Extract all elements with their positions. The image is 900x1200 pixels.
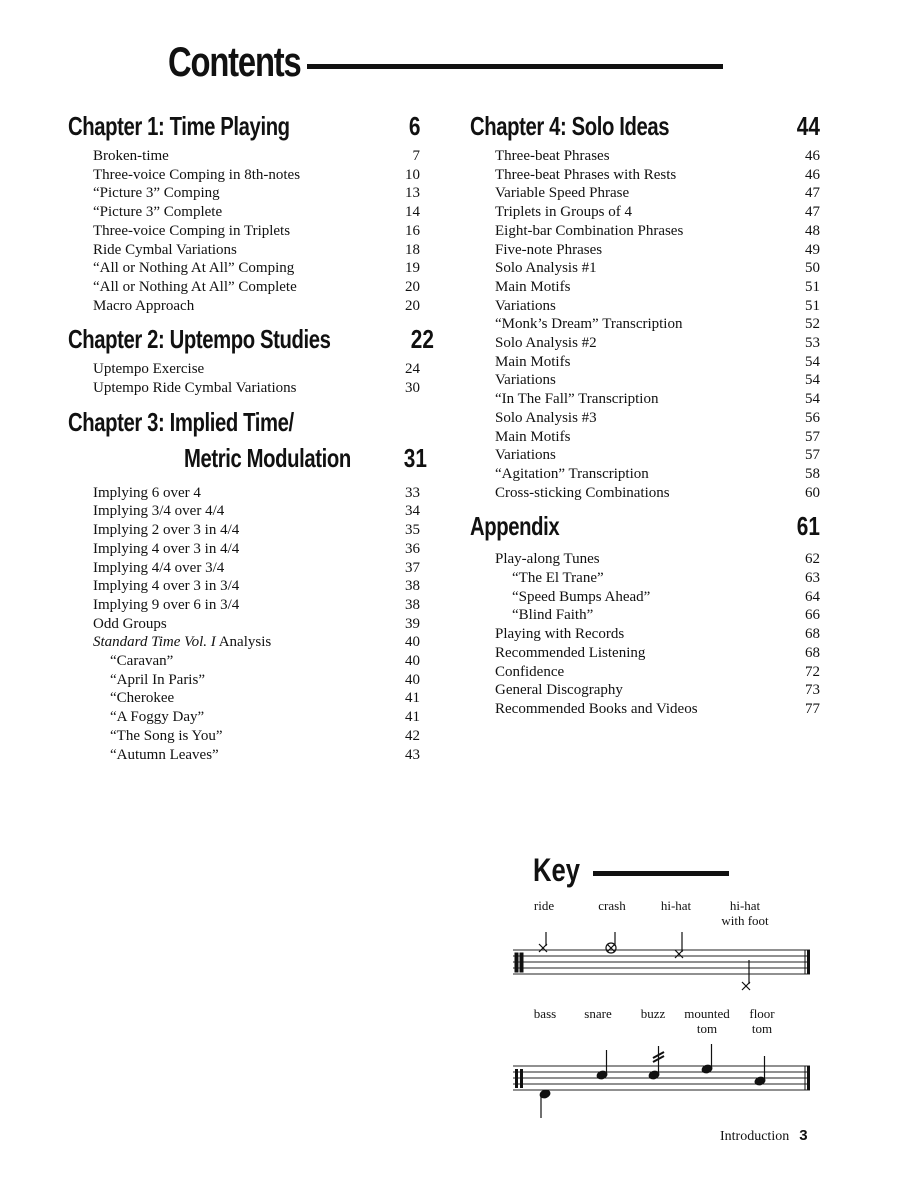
entry-title: [93, 633, 271, 652]
toc-entry[interactable]: [470, 203, 820, 222]
chapter-page: 6: [408, 111, 420, 141]
bass-drum-note: [539, 1089, 551, 1118]
entry-title: Three-beat Phrases with Rests: [495, 166, 677, 183]
toc-entry[interactable]: [470, 184, 820, 203]
entry-page: 42: [405, 727, 420, 744]
entry-title: Recommended Listening: [495, 644, 646, 661]
entry-title: Triplets in Groups of 4: [495, 204, 632, 221]
entry-page: 51: [805, 297, 820, 314]
chapter-2-heading[interactable]: [68, 321, 434, 357]
toc-entry[interactable]: [470, 465, 820, 484]
toc-entry[interactable]: [470, 166, 820, 185]
entry-page: 39: [405, 615, 420, 632]
entry-title: “Monk’s Dream” Transcription: [495, 316, 683, 333]
key-header: [533, 850, 729, 890]
entry-page: 36: [405, 540, 420, 557]
hihat-x-note: [675, 932, 683, 958]
buzz-roll-note: [648, 1046, 664, 1080]
toc-entry[interactable]: [68, 577, 420, 596]
entry-page: 73: [805, 682, 820, 699]
entry-page: 56: [805, 409, 820, 426]
label-floor-2: tom: [751, 1021, 773, 1036]
entry-page: 18: [405, 241, 420, 258]
entry-page: 52: [805, 316, 820, 333]
chapter-3-entries: [68, 484, 420, 765]
toc-entry[interactable]: [68, 615, 420, 634]
entry-page: 77: [805, 700, 820, 717]
toc-entry[interactable]: [470, 644, 820, 663]
entry-page: 16: [405, 222, 420, 239]
staff-lines: [513, 1066, 810, 1090]
label-floor-1: floor: [749, 1006, 775, 1021]
entry-page: 24: [405, 361, 420, 378]
entry-title: Implying 4 over 3 in 3/4: [93, 578, 240, 595]
key-title: Key: [533, 852, 580, 888]
toc-right-column: [470, 108, 820, 725]
chapter-title: Chapter 2: Uptempo Studies: [68, 324, 331, 355]
toc-entry[interactable]: [470, 428, 820, 447]
toc-left-column: [68, 108, 434, 770]
toc-entry[interactable]: [470, 147, 820, 166]
entry-page: 19: [405, 260, 420, 277]
entry-title: “All or Nothing At All” Complete: [93, 278, 297, 295]
chapter-title: Chapter 4: Solo Ideas: [470, 111, 670, 141]
contents-header: [168, 38, 723, 86]
entry-title: Five-note Phrases: [495, 241, 603, 258]
label-mounted-2: tom: [696, 1021, 718, 1036]
entry-title: Implying 2 over 3 in 4/4: [93, 522, 240, 539]
entry-page: 62: [805, 551, 820, 568]
chapter-1-entries: [68, 147, 420, 315]
entry-title: Variations: [495, 372, 556, 389]
toc-entry[interactable]: [470, 222, 820, 241]
entry-page: 60: [805, 484, 820, 501]
entry-title: “April In Paris”: [110, 671, 205, 688]
entry-title: “Cherokee: [110, 690, 175, 707]
entry-page: 37: [405, 559, 420, 576]
chapter-page: 61: [796, 511, 820, 542]
entry-title: “All or Nothing At All” Comping: [93, 260, 295, 277]
toc-entry[interactable]: [470, 371, 820, 390]
entry-page: 53: [805, 335, 820, 352]
entry-title: Implying 9 over 6 in 3/4: [93, 596, 240, 613]
toc-entry[interactable]: [470, 297, 820, 316]
entry-title: Playing with Records: [495, 626, 625, 643]
toc-entry[interactable]: [68, 559, 420, 578]
chapter-4-heading[interactable]: [470, 108, 820, 144]
page-title: Contents: [168, 38, 301, 85]
toc-entry[interactable]: [470, 334, 820, 353]
entry-page: 47: [805, 185, 820, 202]
entry-title: General Discography: [495, 682, 623, 699]
entry-page: 46: [805, 166, 820, 183]
footer-section: Introduction: [720, 1129, 790, 1144]
entry-title: Broken-time: [93, 148, 169, 164]
entry-page: 57: [805, 428, 820, 445]
chapter-page: 22: [410, 324, 434, 355]
snare-drum-note: [596, 1050, 608, 1080]
entry-title: Play-along Tunes: [495, 551, 600, 568]
entry-title: “The El Trane”: [512, 570, 604, 587]
entry-page: 50: [805, 260, 820, 277]
entry-page: 51: [805, 278, 820, 295]
entry-page: 7: [412, 148, 420, 164]
chapter-title: Chapter 1: Time Playing: [68, 111, 290, 141]
toc-entry[interactable]: [68, 652, 420, 671]
label-mounted-1: mounted: [684, 1006, 730, 1021]
toc-entry[interactable]: [470, 446, 820, 465]
entry-page: 38: [405, 578, 420, 595]
drum-notation-staff: [505, 1040, 815, 1120]
entry-page: 20: [405, 278, 420, 295]
floor-tom-note: [754, 1056, 766, 1086]
entry-page: 47: [805, 204, 820, 221]
entry-page: 40: [405, 634, 420, 651]
toc-entry[interactable]: [68, 596, 420, 615]
toc-entry[interactable]: [68, 241, 420, 260]
entry-title: Solo Analysis #3: [495, 409, 597, 426]
entry-title: Implying 4 over 3 in 4/4: [93, 540, 240, 557]
toc-entry[interactable]: [68, 184, 420, 203]
footer-page-number: 3: [799, 1127, 808, 1144]
label-buzz: buzz: [640, 1006, 666, 1021]
page-footer: [720, 1127, 808, 1145]
entry-page: 46: [805, 148, 820, 164]
entry-title: Main Motifs: [495, 353, 571, 370]
toc-entry[interactable]: [470, 390, 820, 409]
entry-page: 49: [805, 241, 820, 258]
entry-title: Confidence: [495, 663, 565, 680]
entry-page: 38: [405, 596, 420, 613]
chapter-2-entries: [68, 360, 420, 397]
entry-title: Three-beat Phrases: [495, 148, 610, 164]
entry-title: Uptempo Exercise: [93, 361, 205, 378]
entry-title: “In The Fall” Transcription: [495, 391, 659, 408]
toc-entry[interactable]: [68, 166, 420, 185]
entry-page: 30: [405, 380, 420, 397]
entry-title: “The Song is You”: [110, 727, 223, 744]
toc-entry[interactable]: [470, 278, 820, 297]
toc-entry[interactable]: [470, 606, 820, 625]
toc-entry[interactable]: [470, 409, 820, 428]
entry-title: Implying 6 over 4: [93, 484, 201, 501]
entry-page: 54: [805, 391, 820, 408]
toc-entry[interactable]: [68, 521, 420, 540]
toc-entry[interactable]: [68, 360, 420, 379]
label-bass: bass: [533, 1006, 557, 1021]
chapter-4-entries: [470, 147, 820, 502]
entry-page: 63: [805, 570, 820, 587]
entry-title: Odd Groups: [93, 615, 167, 632]
toc-entry[interactable]: [68, 671, 420, 690]
entry-page: 41: [405, 690, 420, 707]
mounted-tom-note: [701, 1044, 713, 1074]
entry-page: 33: [405, 484, 420, 501]
entry-page: 20: [405, 297, 420, 314]
toc-entry[interactable]: [68, 278, 420, 297]
entry-title: Solo Analysis #2: [495, 335, 597, 352]
entry-title: Eight-bar Combination Phrases: [495, 222, 684, 239]
cymbal-notation-staff: [505, 932, 815, 1002]
entry-title: Uptempo Ride Cymbal Variations: [93, 380, 297, 397]
entry-title: Variations: [495, 447, 556, 464]
entry-title: Recommended Books and Videos: [495, 700, 698, 717]
entry-title-italic: Standard Time Vol. I: [93, 634, 216, 651]
entry-page: 34: [405, 503, 420, 520]
entry-title: Variations: [495, 297, 556, 314]
entry-title: “Autumn Leaves”: [110, 746, 219, 763]
label-crash: crash: [598, 898, 626, 913]
toc-entry[interactable]: [470, 241, 820, 260]
chapter-page: 44: [796, 111, 820, 141]
entry-page: 40: [405, 653, 420, 670]
chapter-title-line2: Metric Modulation: [184, 442, 351, 473]
toc-entry[interactable]: [68, 297, 420, 316]
entry-title: Solo Analysis #1: [495, 260, 597, 277]
entry-page: 54: [805, 372, 820, 389]
entry-page: 66: [805, 607, 820, 624]
ride-x-note: [539, 932, 547, 952]
chapter-title-line1: Chapter 3: Implied Time/: [68, 406, 294, 437]
toc-entry[interactable]: [68, 222, 420, 241]
toc-entry[interactable]: [68, 708, 420, 727]
entry-title: Three-voice Comping in 8th-notes: [93, 166, 301, 183]
entry-page: 40: [405, 671, 420, 688]
entry-title: “Agitation” Transcription: [495, 465, 649, 482]
entry-page: 64: [805, 588, 820, 605]
toc-entry[interactable]: [470, 588, 820, 607]
chapter-1-heading[interactable]: [68, 108, 420, 144]
entry-page: 35: [405, 522, 420, 539]
toc-entry[interactable]: [470, 663, 820, 682]
chapter-title: Appendix: [470, 511, 560, 542]
key-rule: [593, 871, 729, 876]
entry-title: Variable Speed Phrase: [495, 185, 630, 202]
toc-entry[interactable]: [470, 569, 820, 588]
appendix-entries: [470, 550, 820, 718]
label-snare: snare: [584, 1006, 612, 1021]
toc-entry[interactable]: [470, 625, 820, 644]
toc-entry[interactable]: [68, 540, 420, 559]
label-ride: ride: [533, 898, 555, 913]
hihat-foot-x-note: [742, 960, 750, 990]
toc-entry[interactable]: [68, 746, 420, 765]
entry-page: 57: [805, 447, 820, 464]
entry-page: 68: [805, 626, 820, 643]
toc-entry[interactable]: [470, 353, 820, 372]
toc-entry[interactable]: [68, 502, 420, 521]
entry-title: “Blind Faith”: [512, 607, 594, 624]
title-rule: [307, 64, 723, 69]
toc-entry[interactable]: [68, 689, 420, 708]
entry-title: “Picture 3” Comping: [93, 185, 220, 202]
entry-title: “Speed Bumps Ahead”: [512, 588, 651, 605]
toc-entry[interactable]: [470, 484, 820, 503]
entry-title: “Picture 3” Complete: [93, 204, 223, 221]
toc-entry[interactable]: [68, 633, 420, 652]
label-hihat-foot-2: with foot: [721, 913, 769, 928]
entry-page: 14: [405, 204, 420, 221]
entry-page: 41: [405, 709, 420, 726]
chapter-3-heading[interactable]: [68, 404, 427, 476]
entry-page: 43: [405, 746, 420, 763]
toc-entry[interactable]: [470, 550, 820, 569]
entry-title: “A Foggy Day”: [110, 709, 205, 726]
toc-entry[interactable]: [470, 681, 820, 700]
entry-title: Main Motifs: [495, 428, 571, 445]
chapter-page: 31: [403, 442, 427, 473]
entry-page: 10: [405, 166, 420, 183]
toc-entry[interactable]: [68, 147, 420, 166]
entry-page: 54: [805, 353, 820, 370]
staff-lines: [513, 950, 810, 974]
toc-entry[interactable]: [470, 315, 820, 334]
entry-page: 72: [805, 663, 820, 680]
entry-title: Ride Cymbal Variations: [93, 241, 237, 258]
toc-entry[interactable]: [68, 484, 420, 503]
toc-entry[interactable]: [470, 259, 820, 278]
entry-title: Implying 3/4 over 4/4: [93, 503, 225, 520]
toc-entry[interactable]: [68, 379, 420, 398]
label-hihat: hi-hat: [660, 898, 692, 913]
entry-page: 58: [805, 465, 820, 482]
label-hihat-foot-1: hi-hat: [729, 898, 761, 913]
entry-title: “Caravan”: [110, 653, 174, 670]
toc-entry[interactable]: [68, 259, 420, 278]
entry-title: Three-voice Comping in Triplets: [93, 222, 291, 239]
entry-page: 13: [405, 185, 420, 202]
entry-page: 48: [805, 222, 820, 239]
entry-title-rest: Analysis: [215, 634, 272, 651]
entry-title: Main Motifs: [495, 278, 571, 295]
entry-page: 68: [805, 644, 820, 661]
entry-title: Macro Approach: [93, 297, 195, 314]
toc-entry[interactable]: [68, 727, 420, 746]
entry-title: Cross-sticking Combinations: [495, 484, 670, 501]
toc-entry[interactable]: [68, 203, 420, 222]
toc-entry[interactable]: [470, 700, 820, 719]
entry-title: Implying 4/4 over 3/4: [93, 559, 225, 576]
appendix-heading[interactable]: [470, 508, 820, 544]
